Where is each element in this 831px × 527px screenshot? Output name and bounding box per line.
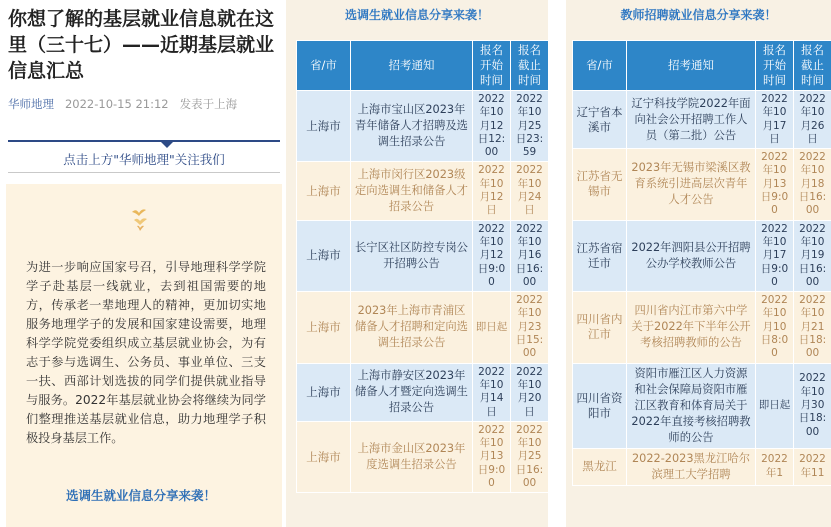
notice-cell[interactable]: 长宁区社区防控专岗公开招聘公告	[351, 220, 473, 291]
province-cell: 上海市	[297, 292, 351, 363]
publish-date: 2022-10-15 21:12	[64, 97, 169, 111]
end-date-cell: 2022年10月19日16:00	[794, 220, 831, 291]
start-date-cell: 2022年1	[756, 448, 794, 485]
province-cell: 上海市	[297, 421, 351, 492]
province-cell: 四川省内江市	[573, 292, 627, 363]
end-date-cell: 2022年10月30日18:00	[794, 363, 831, 448]
article-panel	[0, 0, 282, 527]
end-date-cell: 2022年10月25日16:00	[511, 421, 549, 492]
table-header-row	[573, 41, 831, 91]
share-link[interactable]: 选调生就业信息分享来袭！	[65, 488, 216, 503]
table-row	[573, 363, 831, 448]
column-header: 报名截止时间	[794, 41, 831, 91]
column-header: 省/市	[573, 41, 627, 91]
notice-cell[interactable]: 上海市静安区2023年储备人才暨定向选调生招录公告	[351, 363, 473, 421]
table-row	[573, 292, 831, 363]
intro-paragraph: 为进一步响应国家号召，引导地理科学学院学子赴基层一线就业，去到祖国需要的地方，传承老一辈地理人的精神，更加切实地服务地理学子的发展和国家建设需要，地理科学学院党委组织成立基层就业协会，为有志于参与选调生、公务员、事业单位、三支一扶、西部计划选拔的同学们提供就业指导与服务。2022年基层就业协会将继续为同学们整理推送基层就业信息，助力地理学子积极投身基层工作。	[26, 260, 266, 445]
table-row	[297, 421, 549, 492]
table-row	[573, 448, 831, 485]
province-cell: 黑龙江	[573, 448, 627, 485]
arrow-down-icon	[160, 141, 174, 148]
notice-cell[interactable]: 四川省内江市第六中学关于2022年下半年公开考核招聘教师的公告	[627, 292, 756, 363]
table-row	[573, 91, 831, 149]
notice-cell[interactable]: 上海市闵行区2023级定向选调生和储备人才招录公告	[351, 162, 473, 220]
table-row	[573, 220, 831, 291]
start-date-cell: 即日起	[473, 292, 511, 363]
province-cell: 四川省资阳市	[573, 363, 627, 448]
start-date-cell: 2022年10月14日	[473, 363, 511, 421]
article-title: 你想了解的基层就业信息就在这里（三十七）——近期基层就业信息汇总	[8, 8, 275, 82]
start-date-cell: 2022年10月12日	[473, 162, 511, 220]
notice-cell[interactable]: 2022-2023黑龙江哈尔滨理工大学招聘	[627, 448, 756, 485]
end-date-cell: 2022年10月23日15:00	[511, 292, 549, 363]
teacher-info-panel	[566, 0, 831, 527]
end-date-cell: 2022年10月24日	[511, 162, 549, 220]
end-date-cell: 2022年10月26日	[794, 91, 831, 149]
start-date-cell: 2022年10月10日8:00	[756, 292, 794, 363]
start-date-cell: 2022年10月12日9:00	[473, 220, 511, 291]
teacher-table	[572, 40, 831, 486]
panel-title: 教师招聘就业信息分享来袭！	[620, 8, 777, 22]
end-date-cell: 2022年10月18日16:00	[794, 149, 831, 220]
follow-prompt[interactable]: 点击上方"华师地理"关注我们	[63, 152, 225, 167]
column-header: 招考通知	[351, 41, 473, 91]
province-cell: 江苏省宿迁市	[573, 220, 627, 291]
notice-cell[interactable]: 资阳市雁江区人力资源和社会保障局资阳市雁江区教育和体育局关于2022年直接考核招聘教师的公告	[627, 363, 756, 448]
column-header: 报名开始时间	[473, 41, 511, 91]
column-header: 报名开始时间	[756, 41, 794, 91]
notice-cell[interactable]: 上海市金山区2023年度选调生招录公告	[351, 421, 473, 492]
province-cell: 上海市	[297, 162, 351, 220]
start-date-cell: 2022年10月17日9:00	[756, 220, 794, 291]
province-cell: 上海市	[297, 91, 351, 162]
province-cell: 江苏省无锡市	[573, 149, 627, 220]
end-date-cell: 2022年10月21日18:00	[794, 292, 831, 363]
table-row	[297, 162, 549, 220]
table-row	[297, 292, 549, 363]
end-date-cell: 2022年10月20日	[511, 363, 549, 421]
start-date-cell: 2022年10月13日9:00	[756, 149, 794, 220]
province-cell: 辽宁省本溪市	[573, 91, 627, 149]
end-date-cell: 2022年10月25日23:59	[511, 91, 549, 162]
start-date-cell: 2022年10月13日9:00	[473, 421, 511, 492]
article-meta	[8, 96, 237, 112]
table-row	[297, 220, 549, 291]
selection-table	[296, 40, 548, 493]
notice-cell[interactable]: 2023年无锡市梁溪区教育系统引进高层次青年人才公告	[627, 149, 756, 220]
table-header-row	[297, 41, 549, 91]
table-row	[573, 149, 831, 220]
end-date-cell: 2022年10月16日16:00	[511, 220, 549, 291]
column-header: 报名截止时间	[511, 41, 549, 91]
start-date-cell: 2022年10月12日12:00	[473, 91, 511, 162]
column-header: 招考通知	[627, 41, 756, 91]
table-row	[297, 91, 549, 162]
divider	[8, 172, 280, 173]
publish-location: 发表于上海	[179, 97, 238, 111]
notice-cell[interactable]: 上海市宝山区2023年青年储备人才招聘及选调生招录公告	[351, 91, 473, 162]
notice-cell[interactable]: 2023年上海市青浦区储备人才招聘和定向选调生招录公告	[351, 292, 473, 363]
end-date-cell: 2022年11	[794, 448, 831, 485]
divider	[8, 140, 280, 142]
start-date-cell: 即日起	[756, 363, 794, 448]
notice-cell[interactable]: 辽宁科技学院2022年面向社会公开招聘工作人员（第二批）公告	[627, 91, 756, 149]
birds-icon	[128, 204, 152, 232]
panel-title: 选调生就业信息分享来袭！	[344, 8, 489, 22]
selection-info-panel	[286, 0, 548, 527]
column-header: 省/市	[297, 41, 351, 91]
table-row	[297, 363, 549, 421]
province-cell: 上海市	[297, 363, 351, 421]
notice-cell[interactable]: 2022年泗阳县公开招聘公办学校教师公告	[627, 220, 756, 291]
province-cell: 上海市	[297, 220, 351, 291]
start-date-cell: 2022年10月17日	[756, 91, 794, 149]
author-link[interactable]: 华师地理	[8, 97, 54, 111]
